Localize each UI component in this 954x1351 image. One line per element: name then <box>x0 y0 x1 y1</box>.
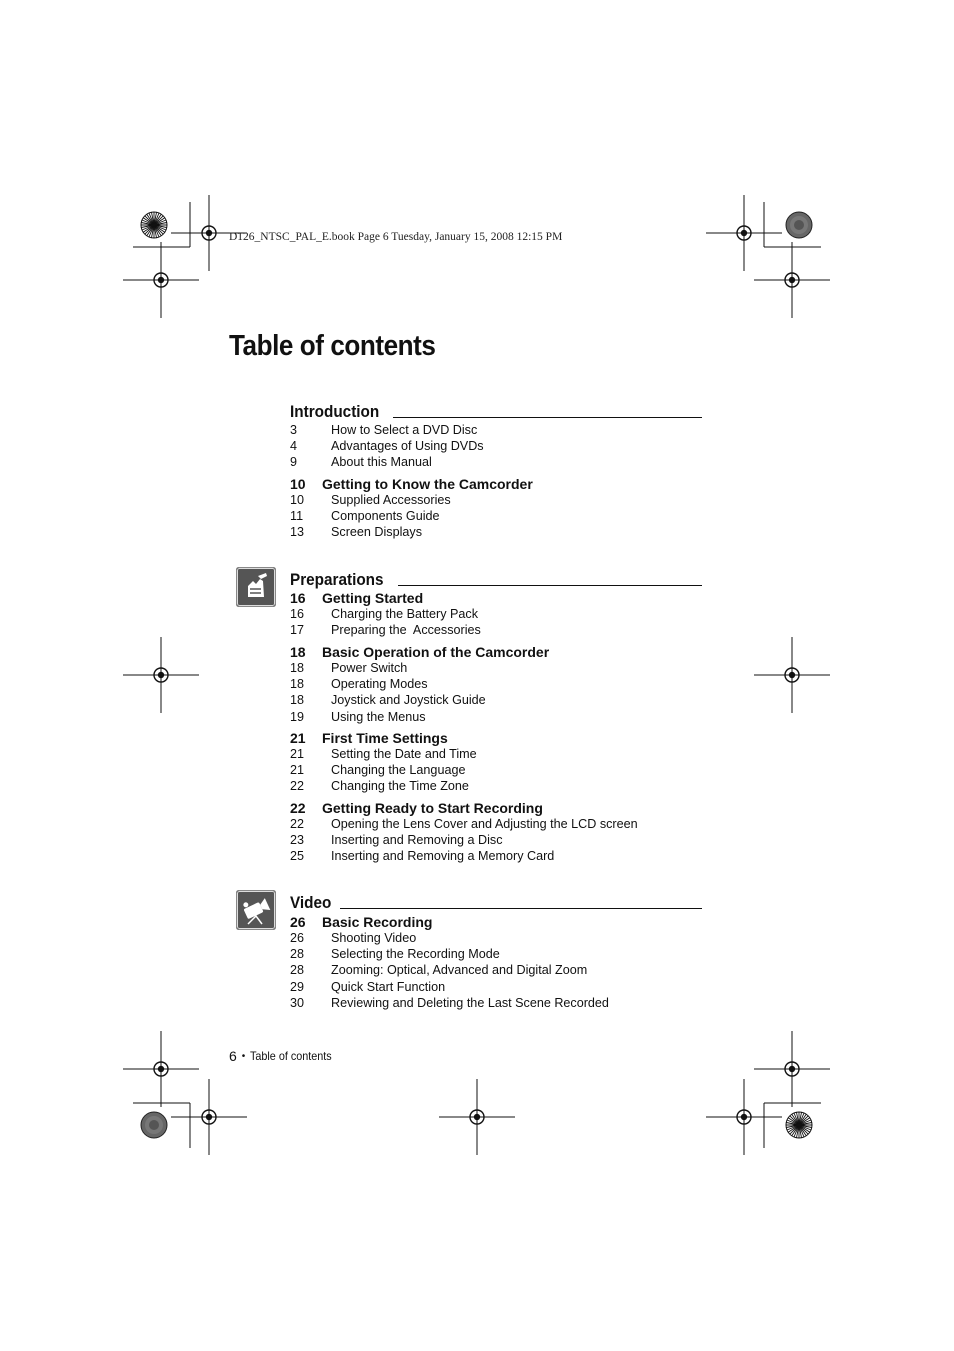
toc-entry-page: 17 <box>290 623 305 638</box>
toc-entry-title: Screen Displays <box>331 525 422 540</box>
toc-entry[interactable] <box>290 676 710 692</box>
toc-entry-title: Shooting Video <box>331 931 417 945</box>
toc-subheading-page: 26 <box>290 914 306 930</box>
toc-entry[interactable] <box>290 962 710 978</box>
toc-entry[interactable] <box>290 762 710 778</box>
toc-subheading-title: Basic Recording <box>322 914 433 930</box>
page-title: Table of contents <box>229 330 436 362</box>
video-camera-icon <box>236 890 276 930</box>
footer-section-name: Table of contents <box>250 1049 332 1063</box>
toc-entry-title: Changing the Time Zone <box>331 779 469 794</box>
toc-entry-page: 18 <box>290 661 305 675</box>
footer-bullet: • <box>241 1050 246 1062</box>
toc-entry-page: 18 <box>290 677 305 692</box>
preparations-hand-icon <box>236 567 276 607</box>
toc-entry-page: 3 <box>290 423 298 437</box>
toc-entry-title: Operating Modes <box>331 677 428 692</box>
toc-entry[interactable] <box>290 709 710 725</box>
toc-subheading[interactable] <box>290 800 710 816</box>
toc-entry-title: About this Manual <box>331 455 432 470</box>
toc-entry-page: 23 <box>290 833 305 848</box>
toc-entry-title: Preparing the Accessories <box>331 623 481 638</box>
toc-subheading-title: Getting Started <box>322 590 424 606</box>
toc-group <box>290 590 710 638</box>
toc-entry-page: 29 <box>290 979 305 994</box>
toc-subheading-title: Basic Operation of the Camcorder <box>322 644 550 660</box>
page-footer <box>229 1048 341 1064</box>
toc-entry-page: 21 <box>290 763 305 778</box>
toc-entry[interactable] <box>290 508 710 524</box>
section-heading-introduction <box>290 398 702 422</box>
toc-entry[interactable] <box>290 746 710 762</box>
toc-entry-title: Zooming: Optical, Advanced and Digital Zoom <box>331 963 588 978</box>
toc-entry[interactable] <box>290 422 710 438</box>
toc-entry-page: 19 <box>290 709 305 724</box>
toc-entry-title: Reviewing and Deleting the Last Scene Recorded <box>331 995 609 1010</box>
toc-entry-page: 28 <box>290 963 305 978</box>
footer-page-number: 6 <box>229 1048 237 1064</box>
toc-entry-page: 28 <box>290 947 305 962</box>
toc-entry-page: 26 <box>290 931 305 945</box>
toc-entry-page: 30 <box>290 995 305 1010</box>
section-heading-rule <box>340 908 702 909</box>
print-slug-line: D126_NTSC_PAL_E.book Page 6 Tuesday, January 15, 2008 12:15 PM <box>229 231 563 243</box>
toc-entry[interactable] <box>290 979 710 995</box>
toc-entry-page: 16 <box>290 607 305 621</box>
toc-entry-title: Charging the Battery Pack <box>331 607 479 621</box>
toc-entry-title: Setting the Date and Time <box>331 747 477 761</box>
toc-entry-page: 22 <box>290 817 305 831</box>
toc-entry-page: 10 <box>290 493 305 507</box>
toc-subheading-page: 22 <box>290 800 306 816</box>
section-heading-label: Preparations <box>290 570 384 589</box>
toc-entry[interactable] <box>290 816 710 832</box>
toc-subheading[interactable] <box>290 590 710 606</box>
toc-entry[interactable] <box>290 524 710 540</box>
toc-entry-title: Changing the Language <box>331 763 466 778</box>
toc-entry-page: 22 <box>290 779 305 794</box>
toc-entry-page: 9 <box>290 455 298 470</box>
section-heading-preparations <box>290 566 702 590</box>
toc-subheading[interactable] <box>290 914 710 930</box>
toc-entry[interactable] <box>290 832 710 848</box>
toc-entry-title: Selecting the Recording Mode <box>331 947 500 962</box>
toc-entry[interactable] <box>290 778 710 794</box>
toc-subheading[interactable] <box>290 730 710 746</box>
toc-group <box>290 422 710 471</box>
toc-entry[interactable] <box>290 454 710 470</box>
toc-subheading-page: 10 <box>290 476 306 492</box>
toc-subheading-title: Getting Ready to Start Recording <box>322 800 543 816</box>
toc-subheading-page: 21 <box>290 730 306 746</box>
toc-entry-title: Quick Start Function <box>331 979 446 994</box>
toc-subheading[interactable] <box>290 476 710 492</box>
toc-subheading-title: Getting to Know the Camcorder <box>322 476 533 492</box>
toc-subheading-page: 16 <box>290 590 306 606</box>
section-heading-label: Introduction <box>290 402 380 421</box>
toc-entry-title: Power Switch <box>331 661 408 675</box>
toc-entry-title: Supplied Accessories <box>331 493 451 507</box>
section-heading-rule <box>393 417 702 418</box>
section-heading-label: Video <box>290 893 332 912</box>
toc-entry-page: 25 <box>290 849 305 864</box>
toc-entry-page: 21 <box>290 747 305 761</box>
toc-entry[interactable] <box>290 606 710 622</box>
toc-entry-page: 18 <box>290 693 305 708</box>
toc-group <box>290 644 710 725</box>
toc-group <box>290 730 710 795</box>
toc-subheading-page: 18 <box>290 644 306 660</box>
toc-entry-title: Inserting and Removing a Disc <box>331 833 503 848</box>
toc-entry[interactable] <box>290 692 710 708</box>
toc-group <box>290 914 710 1011</box>
toc-entry[interactable] <box>290 492 710 508</box>
toc-entry[interactable] <box>290 660 710 676</box>
toc-entry-title: Advantages of Using DVDs <box>331 439 484 454</box>
toc-entry-title: Opening the Lens Cover and Adjusting the LCD screen <box>331 817 638 831</box>
toc-entry-title: How to Select a DVD Disc <box>331 423 478 437</box>
toc-entry[interactable] <box>290 995 710 1011</box>
toc-entry-title: Using the Menus <box>331 709 426 724</box>
toc-entry-page: 11 <box>290 509 304 524</box>
toc-entry-page: 13 <box>290 525 305 540</box>
toc-subheading[interactable] <box>290 644 710 660</box>
toc-entry[interactable] <box>290 438 710 454</box>
toc-entry[interactable] <box>290 848 710 864</box>
section-heading-video <box>290 889 702 913</box>
toc-entry-title: Inserting and Removing a Memory Card <box>331 849 555 864</box>
toc-entry-title: Components Guide <box>331 509 440 524</box>
toc-subheading-title: First Time Settings <box>322 730 448 746</box>
section-heading-rule <box>398 585 702 586</box>
toc-group <box>290 800 710 865</box>
toc-group <box>290 476 710 541</box>
toc-entry-title: Joystick and Joystick Guide <box>331 693 486 708</box>
toc-entry[interactable] <box>290 930 710 946</box>
toc-entry[interactable] <box>290 622 710 638</box>
toc-entry-page: 4 <box>290 439 298 454</box>
toc-entry[interactable] <box>290 946 710 962</box>
